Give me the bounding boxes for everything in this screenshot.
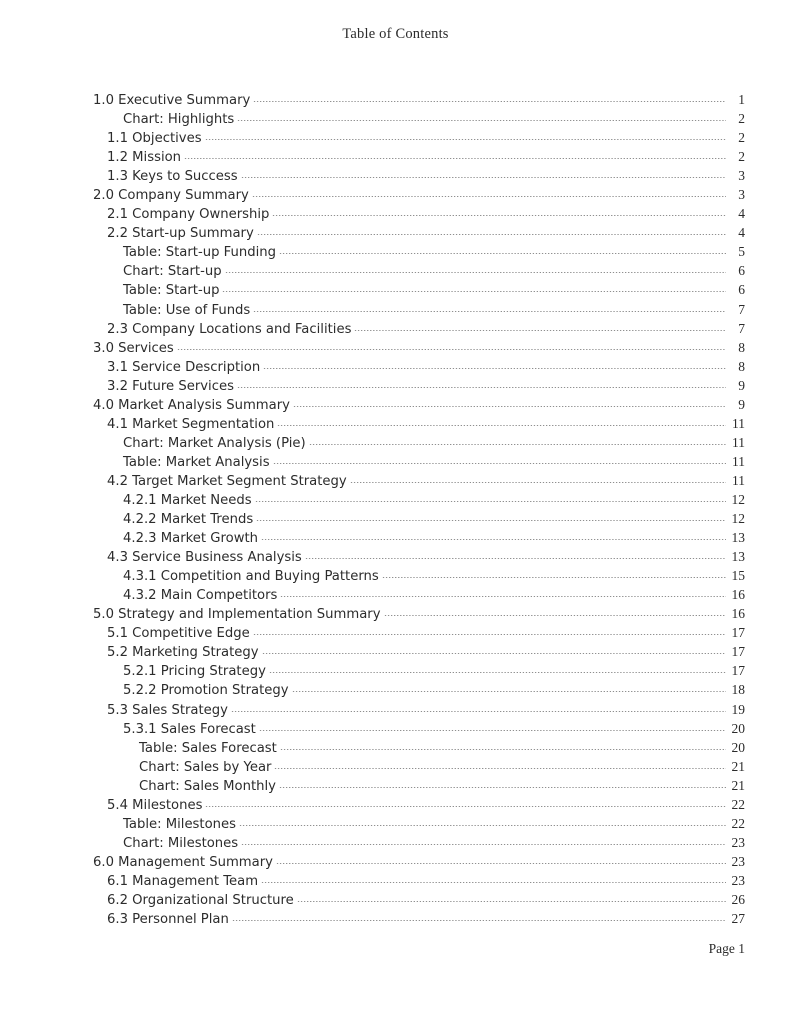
toc-entry-page-number: 13 [731, 530, 745, 546]
toc-entry-label: 6.0 Management Summary [93, 854, 273, 870]
toc-entry-page-number: 19 [731, 701, 745, 717]
toc-entry[interactable] [93, 663, 745, 682]
toc-entry-label: 4.2.3 Market Growth [123, 531, 259, 547]
toc-entry-label: 5.2.2 Promotion Strategy [123, 683, 289, 699]
toc-entry-label: 4.1 Market Segmentation [107, 416, 275, 432]
toc-entry-page-number: 11 [732, 415, 745, 431]
toc-entry[interactable] [93, 778, 745, 797]
toc-entry[interactable] [93, 568, 745, 587]
toc-dot-leader [354, 330, 726, 331]
toc-dot-leader [231, 711, 726, 712]
toc-entry-page-number: 22 [731, 796, 745, 812]
toc-entry-label: 6.1 Management Team [107, 873, 259, 889]
toc-dot-leader [280, 749, 726, 750]
toc-entry-label: 6.2 Organizational Structure [107, 892, 294, 908]
toc-dot-leader [259, 730, 726, 731]
toc-dot-leader [292, 691, 726, 692]
toc-entry-label: 2.0 Company Summary [93, 188, 249, 204]
toc-entry-page-number: 17 [731, 644, 745, 660]
toc-entry[interactable] [93, 797, 745, 816]
toc-entry[interactable] [93, 473, 745, 492]
toc-entry-label: 1.1 Objectives [107, 131, 202, 147]
toc-entry[interactable] [93, 244, 745, 263]
toc-entry[interactable] [93, 454, 745, 473]
toc-entry-page-number: 22 [731, 815, 745, 831]
toc-entry-page-number: 5 [738, 244, 745, 260]
toc-dot-leader [384, 615, 727, 616]
toc-entry-page-number: 16 [731, 587, 745, 603]
toc-dot-leader [241, 177, 726, 178]
toc-entry-label: Table: Market Analysis [123, 454, 270, 470]
toc-entry[interactable] [93, 206, 745, 225]
toc-entry-label: Table: Sales Forecast [139, 740, 277, 756]
toc-entry-label: 4.2 Target Market Segment Strategy [107, 473, 347, 489]
toc-entry-page-number: 7 [738, 320, 745, 336]
toc-entry[interactable] [93, 587, 745, 606]
toc-entry[interactable] [93, 854, 745, 873]
toc-entry-page-number: 9 [738, 396, 745, 412]
toc-entry-label: 6.3 Personnel Plan [107, 912, 229, 928]
toc-dot-leader [279, 787, 726, 788]
toc-entry[interactable] [93, 321, 745, 340]
toc-dot-leader [305, 558, 726, 559]
toc-entry-label: 2.2 Start-up Summary [107, 226, 254, 242]
toc-entry[interactable] [93, 530, 745, 549]
toc-entry[interactable] [93, 644, 745, 663]
toc-entry[interactable] [93, 682, 745, 701]
toc-entry[interactable] [93, 416, 745, 435]
toc-entry-page-number: 7 [738, 301, 745, 317]
toc-entry-label: Table: Use of Funds [123, 302, 251, 318]
toc-entry-page-number: 20 [731, 720, 745, 736]
toc-entry[interactable] [93, 625, 745, 644]
toc-entry-page-number: 17 [731, 663, 745, 679]
toc-entry-page-number: 2 [738, 149, 745, 165]
toc-entry[interactable] [93, 397, 745, 416]
toc-entry-page-number: 16 [731, 606, 745, 622]
toc-dot-leader [241, 844, 726, 845]
toc-dot-leader [274, 768, 726, 769]
toc-entry-label: 4.0 Market Analysis Summary [93, 397, 290, 413]
toc-entry-page-number: 8 [738, 358, 745, 374]
toc-entry[interactable] [93, 168, 745, 187]
toc-entry-page-number: 27 [731, 911, 745, 927]
toc-entry-label: Chart: Sales Monthly [139, 778, 276, 794]
toc-entry-label: 5.4 Milestones [107, 797, 203, 813]
toc-dot-leader [273, 463, 726, 464]
toc-entry-page-number: 6 [738, 263, 745, 279]
toc-entry[interactable] [93, 149, 745, 168]
toc-entry-page-number: 18 [731, 682, 745, 698]
toc-entry[interactable] [93, 873, 745, 892]
toc-entry-label: 3.2 Future Services [107, 378, 234, 394]
toc-entry-page-number: 11 [732, 453, 745, 469]
toc-entry-label: 5.3.1 Sales Forecast [123, 721, 256, 737]
toc-entry-label: 4.2.2 Market Trends [123, 512, 254, 528]
toc-entry[interactable] [93, 702, 745, 721]
toc-entry[interactable] [93, 911, 745, 930]
toc-entry[interactable] [93, 340, 745, 359]
toc-entry-label: Table: Milestones [123, 816, 237, 832]
toc-dot-leader [256, 520, 726, 521]
toc-dot-leader [293, 406, 726, 407]
toc-entry-label: 3.1 Service Description [107, 359, 261, 375]
toc-dot-leader [205, 806, 726, 807]
toc-entry[interactable] [93, 359, 745, 378]
toc-entry[interactable] [93, 187, 745, 206]
toc-entry-page-number: 12 [731, 491, 745, 507]
toc-entry-page-number: 23 [731, 872, 745, 888]
toc-entry-label: 5.2 Marketing Strategy [107, 645, 259, 661]
toc-entry-page-number: 11 [732, 434, 745, 450]
toc-dot-leader [252, 196, 726, 197]
toc-entry-page-number: 4 [738, 206, 745, 222]
toc-entry-label: 4.3.2 Main Competitors [123, 588, 278, 604]
toc-entry-label: 2.1 Company Ownership [107, 207, 270, 223]
toc-entry-label: Chart: Start-up [123, 264, 222, 280]
toc-dot-leader [279, 253, 726, 254]
toc-entry-label: Chart: Milestones [123, 835, 239, 851]
toc-entry-label: Table: Start-up Funding [123, 245, 276, 261]
toc-dot-leader [350, 482, 726, 483]
toc-dot-leader [382, 577, 726, 578]
toc-entry[interactable] [93, 492, 745, 511]
toc-entry-page-number: 21 [731, 758, 745, 774]
toc-dot-leader [263, 368, 726, 369]
toc-entry-label: 4.2.1 Market Needs [123, 492, 252, 508]
toc-dot-leader [239, 825, 726, 826]
table-of-contents-list [93, 92, 745, 930]
toc-dot-leader [253, 311, 726, 312]
page-title: Table of Contents [342, 26, 449, 42]
toc-dot-leader [277, 425, 726, 426]
toc-entry-label: 4.3.1 Competition and Buying Patterns [123, 569, 379, 585]
toc-entry-label: 5.2.1 Pricing Strategy [123, 664, 266, 680]
toc-entry[interactable] [93, 511, 745, 530]
toc-entry-label: Chart: Sales by Year [139, 759, 272, 775]
toc-entry[interactable] [93, 92, 745, 111]
toc-entry-label: 5.0 Strategy and Implementation Summary [93, 607, 381, 623]
toc-entry-label: Chart: Highlights [123, 112, 235, 128]
toc-entry[interactable] [93, 606, 745, 625]
toc-dot-leader [261, 882, 726, 883]
toc-entry-page-number: 6 [738, 282, 745, 298]
toc-dot-leader [237, 120, 726, 121]
toc-entry-page-number: 21 [731, 777, 745, 793]
toc-entry-label: 4.3 Service Business Analysis [107, 550, 302, 566]
toc-entry[interactable] [93, 759, 745, 778]
toc-entry[interactable] [93, 740, 745, 759]
toc-entry-page-number: 2 [738, 130, 745, 146]
toc-entry-page-number: 3 [738, 168, 745, 184]
toc-entry[interactable] [93, 721, 745, 740]
toc-dot-leader [225, 272, 726, 273]
toc-dot-leader [276, 863, 726, 864]
toc-entry-page-number: 1 [738, 92, 745, 107]
toc-entry-label: 1.0 Executive Summary [93, 93, 251, 108]
toc-entry[interactable] [93, 816, 745, 835]
toc-entry[interactable] [93, 378, 745, 397]
toc-entry[interactable] [93, 111, 745, 130]
toc-dot-leader [177, 349, 726, 350]
toc-dot-leader [309, 444, 726, 445]
toc-entry-page-number: 15 [731, 568, 745, 584]
toc-entry-page-number: 4 [738, 225, 745, 241]
toc-entry-page-number: 3 [738, 187, 745, 203]
toc-entry-page-number: 2 [738, 111, 745, 127]
toc-entry-page-number: 9 [738, 377, 745, 393]
toc-entry[interactable] [93, 225, 745, 244]
toc-entry-label: 5.1 Competitive Edge [107, 626, 250, 642]
toc-dot-leader [232, 920, 726, 921]
toc-entry-label: 2.3 Company Locations and Facilities [107, 321, 352, 337]
toc-entry[interactable] [93, 892, 745, 911]
toc-entry-label: 3.0 Services [93, 340, 174, 356]
toc-entry-page-number: 23 [731, 834, 745, 850]
toc-dot-leader [272, 215, 726, 216]
toc-entry[interactable] [93, 130, 745, 149]
toc-dot-leader [261, 539, 726, 540]
page-footer: Page 1 [708, 941, 745, 956]
toc-entry[interactable] [93, 263, 745, 282]
toc-entry-label: 1.3 Keys to Success [107, 169, 238, 185]
toc-dot-leader [255, 501, 726, 502]
toc-entry-label: 1.2 Mission [107, 150, 182, 166]
toc-entry[interactable] [93, 549, 745, 568]
toc-dot-leader [269, 672, 726, 673]
toc-entry-page-number: 12 [731, 511, 745, 527]
toc-entry[interactable] [93, 282, 745, 301]
toc-dot-leader [184, 158, 726, 159]
toc-dot-leader [297, 901, 726, 902]
toc-dot-leader [222, 291, 726, 292]
toc-dot-leader [253, 101, 726, 102]
toc-entry-page-number: 26 [731, 891, 745, 907]
toc-dot-leader [237, 387, 726, 388]
toc-entry-page-number: 20 [731, 739, 745, 755]
toc-entry[interactable] [93, 835, 745, 854]
toc-entry-page-number: 17 [731, 625, 745, 641]
toc-dot-leader [253, 634, 726, 635]
toc-dot-leader [262, 653, 726, 654]
toc-entry-label: 5.3 Sales Strategy [107, 702, 228, 718]
toc-entry[interactable] [93, 435, 745, 454]
toc-dot-leader [257, 234, 726, 235]
toc-entry-label: Table: Start-up [123, 283, 220, 299]
toc-entry-page-number: 8 [738, 339, 745, 355]
toc-entry-page-number: 11 [732, 472, 745, 488]
toc-dot-leader [280, 596, 726, 597]
toc-entry[interactable] [93, 302, 745, 321]
toc-entry-page-number: 13 [731, 549, 745, 565]
toc-entry-page-number: 23 [731, 853, 745, 869]
toc-dot-leader [205, 139, 726, 140]
toc-entry-label: Chart: Market Analysis (Pie) [123, 435, 306, 451]
